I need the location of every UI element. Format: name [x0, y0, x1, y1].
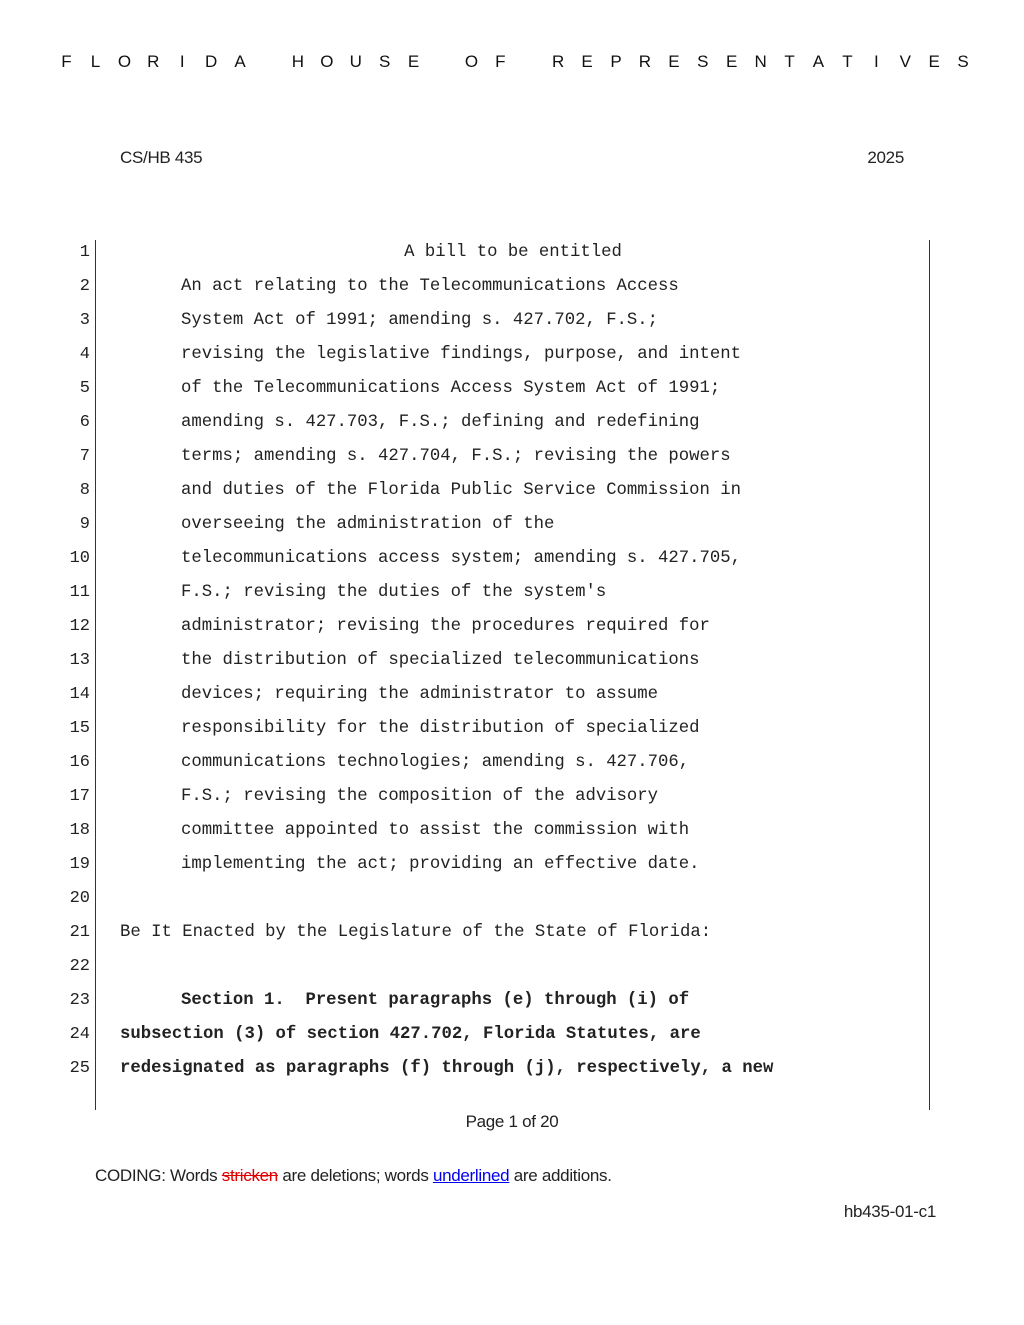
- line-number: 20: [69, 889, 90, 908]
- line-number: 22: [69, 957, 90, 976]
- line-number: 9: [79, 515, 90, 534]
- line-number: 7: [79, 447, 90, 466]
- bill-line: and duties of the Florida Public Service Commission in: [181, 481, 742, 500]
- banner-letter: R: [638, 52, 652, 71]
- line-number: 21: [69, 923, 90, 942]
- banner-letter: H: [291, 52, 305, 71]
- bill-line: communications technologies; amending s. 427.706,: [181, 753, 690, 772]
- coding-suffix: are additions.: [509, 1166, 612, 1185]
- bill-line: Be It Enacted by the Legislature of the State of Florida:: [120, 923, 712, 942]
- bill-line: Section 1. Present paragraphs (e) through (i) of: [181, 991, 690, 1010]
- banner-letter: R: [552, 52, 565, 71]
- line-number: 23: [69, 991, 90, 1010]
- coding-legend: [95, 1166, 612, 1186]
- banner-letter: S: [378, 52, 391, 71]
- bill-line: administrator; revising the procedures required for: [181, 617, 710, 636]
- bill-line: System Act of 1991; amending s. 427.702, F.S.;: [181, 311, 659, 330]
- line-number: 2: [79, 277, 90, 296]
- banner-letter: E: [928, 52, 940, 71]
- bill-line: [120, 950, 920, 984]
- banner-letter: E: [726, 52, 738, 71]
- line-number: 3: [79, 311, 90, 330]
- bill-line: terms; amending s. 427.704, F.S.; revising the powers: [181, 447, 731, 466]
- banner-letter: F: [495, 52, 506, 71]
- coding-underlined-example: underlined: [432, 1166, 510, 1185]
- bill-line: amending s. 427.703, F.S.; defining and redefining: [181, 413, 700, 432]
- banner-letter: L: [90, 52, 101, 71]
- banner-letter: N: [754, 52, 767, 71]
- banner-letter: E: [407, 52, 420, 71]
- bill-line: overseeing the administration of the: [181, 515, 555, 534]
- line-number: 14: [69, 685, 90, 704]
- banner-letter: V: [899, 52, 911, 71]
- banner-letter: A: [812, 52, 825, 71]
- line-number: 18: [69, 821, 90, 840]
- line-number: 6: [79, 413, 90, 432]
- bill-line: [120, 882, 920, 916]
- banner-letter: [262, 52, 275, 72]
- bill-line: revising the legislative findings, purpose, and intent: [181, 345, 742, 364]
- banner-letter: [436, 52, 449, 72]
- banner-letter: S: [697, 52, 709, 71]
- line-number: 11: [69, 583, 90, 602]
- bill-line: subsection (3) of section 427.702, Florida Statutes, are: [120, 1025, 701, 1044]
- bill-id: CS/HB 435: [120, 148, 203, 167]
- banner-letter: S: [957, 52, 969, 71]
- chamber-banner: [60, 50, 970, 74]
- line-number: 25: [69, 1059, 90, 1078]
- bill-line: implementing the act; providing an effective date.: [181, 855, 700, 874]
- bill-line: devices; requiring the administrator to assume: [181, 685, 659, 704]
- bill-line: redesignated as paragraphs (f) through (j), respectively, a new: [120, 1059, 774, 1078]
- line-number: 17: [69, 787, 90, 806]
- banner-letter: D: [204, 52, 218, 71]
- bill-year: 2025: [867, 148, 904, 167]
- banner-letter: U: [349, 52, 362, 71]
- bill-line: An act relating to the Telecommunications Access: [181, 277, 679, 296]
- page-number: Page 1 of 20: [465, 1112, 559, 1131]
- bill-line: A bill to be entitled: [404, 243, 622, 262]
- banner-letter: A: [234, 52, 246, 71]
- coding-prefix: CODING: Words: [95, 1166, 222, 1185]
- line-numbers-column: [40, 236, 90, 1086]
- banner-letter: O: [320, 52, 334, 71]
- bill-line: committee appointed to assist the commission with: [181, 821, 690, 840]
- line-number: 12: [69, 617, 90, 636]
- line-number: 10: [69, 549, 90, 568]
- bill-line: telecommunications access system; amending s. 427.705,: [181, 549, 742, 568]
- banner-letter: [523, 52, 536, 72]
- banner-letter: E: [581, 52, 593, 71]
- banner-letter: R: [147, 52, 160, 71]
- banner-letter: O: [117, 52, 132, 71]
- banner-letter: T: [842, 52, 853, 71]
- document-code: hb435-01-c1: [843, 1202, 936, 1221]
- bill-line: the distribution of specialized telecommunications: [181, 651, 700, 670]
- line-number: 8: [79, 481, 90, 500]
- bill-line: F.S.; revising the duties of the system's: [181, 583, 607, 602]
- line-number: 16: [69, 753, 90, 772]
- line-number: 1: [79, 243, 90, 262]
- right-margin-rule: [929, 240, 930, 1110]
- line-number: 15: [69, 719, 90, 738]
- coding-stricken-example: stricken: [221, 1166, 278, 1185]
- banner-letter: I: [873, 52, 879, 71]
- banner-letter: I: [179, 52, 185, 71]
- line-number: 4: [79, 345, 90, 364]
- banner-letter: O: [464, 52, 479, 71]
- bill-line: responsibility for the distribution of specialized: [181, 719, 700, 738]
- left-margin-rule: [95, 240, 96, 1110]
- line-number: 5: [79, 379, 90, 398]
- line-number: 13: [69, 651, 90, 670]
- bill-text: [120, 236, 920, 1086]
- coding-middle: are deletions; words: [277, 1166, 433, 1185]
- line-number: 19: [69, 855, 90, 874]
- banner-letter: F: [61, 52, 72, 71]
- bill-line: F.S.; revising the composition of the advisory: [181, 787, 659, 806]
- bill-line: of the Telecommunications Access System Act of 1991;: [181, 379, 721, 398]
- banner-letter: T: [784, 52, 795, 71]
- banner-letter: P: [610, 52, 622, 71]
- line-number: 24: [69, 1025, 90, 1044]
- banner-letter: E: [668, 52, 680, 71]
